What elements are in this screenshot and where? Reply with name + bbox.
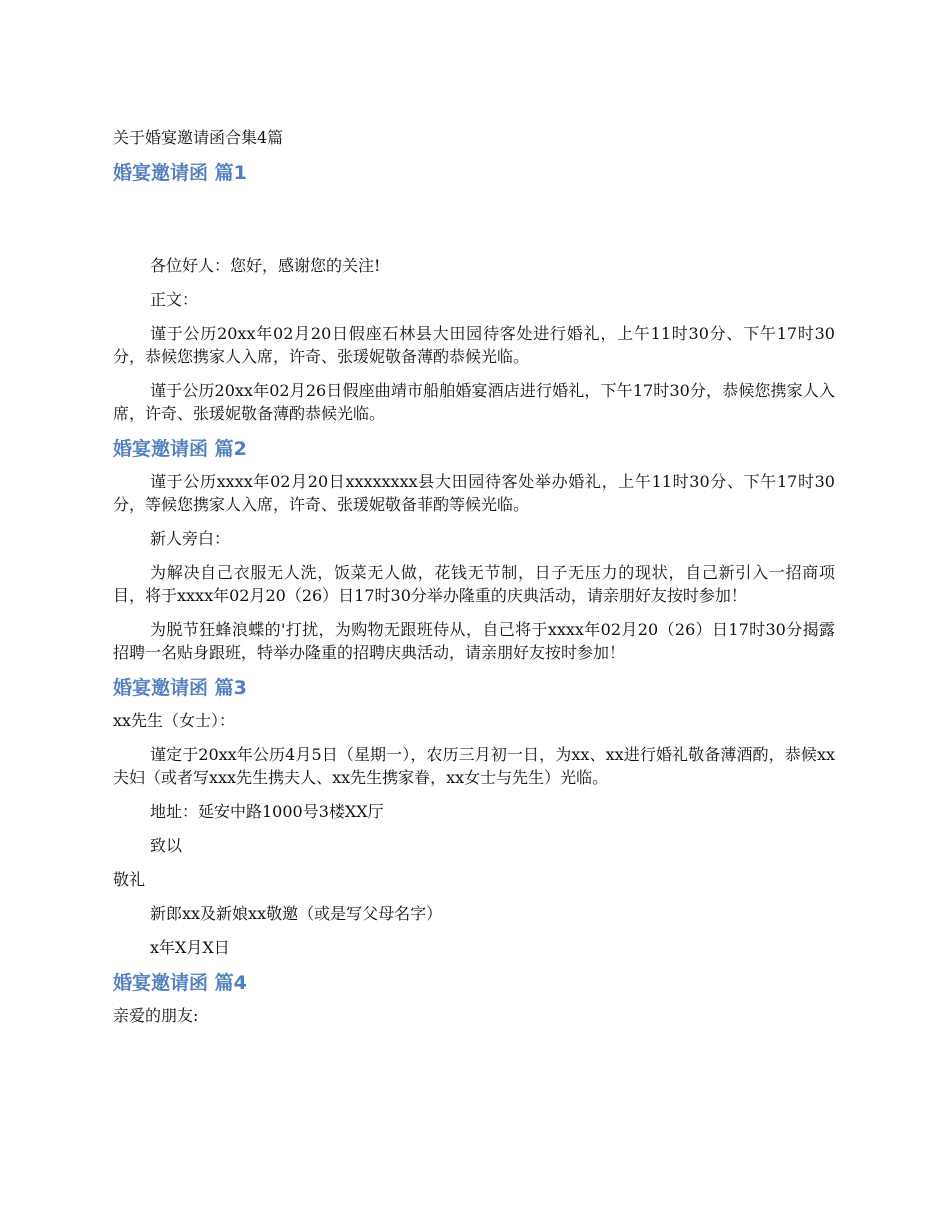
- paragraph: 谨于公历xxxx年02月20日xxxxxxxx县大田园待客处举办婚礼，上午11时30分、下午17时30分，等候您携家人入席，许奇、张瑗妮敬备菲酌等候光临。: [113, 472, 835, 514]
- document-title: 关于婚宴邀请函合集4篇: [113, 128, 284, 147]
- paragraph: 为解决自己衣服无人洗，饭菜无人做，花钱无节制，日子无压力的现状，自己新引入一招商项目，将于xxxx年02月20（26）日17时30分举办隆重的庆典活动，请亲朋好友按时参加！: [113, 563, 835, 605]
- paragraph: 正文：: [150, 290, 199, 309]
- paragraph: 新人旁白：: [150, 529, 231, 548]
- signature-line: 新郎xx及新娘xx敬邀（或是写父母名字）: [150, 904, 443, 923]
- blank-space: [113, 194, 835, 254]
- paragraph: 各位好人：您好，感谢您的关注!: [150, 256, 381, 275]
- section-heading-1: 婚宴邀请函 篇1: [113, 162, 247, 184]
- salutation: 亲爱的朋友:: [113, 1006, 199, 1025]
- document-page: [113, 126, 835, 1038]
- section-heading-3: 婚宴邀请函 篇3: [113, 677, 247, 699]
- address-line: 地址：延安中路1000号3楼XX厅: [150, 802, 384, 821]
- closing-regards: 敬礼: [113, 870, 146, 889]
- paragraph: 谨定于20xx年公历4月5日（星期一），农历三月初一日，为xx、xx进行婚礼敬备薄酒酌，恭候xx夫妇（或者写xxx先生携夫人、xx先生携家眷，xx女士与先生）光临。: [113, 745, 835, 787]
- date-line: x年X月X日: [150, 938, 230, 957]
- section-heading-4: 婚宴邀请函 篇4: [113, 972, 247, 994]
- paragraph: 为脱节狂蜂浪蝶的'打扰，为购物无跟班侍从，自己将于xxxx年02月20（26）日17时30分揭露招聘一名贴身跟班，特举办隆重的招聘庆典活动，请亲朋好友按时参加！: [113, 620, 835, 662]
- salutation: xx先生（女士）：: [113, 711, 236, 730]
- section-heading-2: 婚宴邀请函 篇2: [113, 438, 247, 460]
- paragraph: 谨于公历20xx年02月26日假座曲靖市船舶婚宴酒店进行婚礼，下午17时30分，恭候您携家人入席，许奇、张瑗妮敬备薄酌恭候光临。: [113, 381, 835, 423]
- closing-line: 致以: [150, 836, 183, 855]
- paragraph: 谨于公历20xx年02月20日假座石林县大田园待客处进行婚礼，上午11时30分、下午17时30分，恭候您携家人入席，许奇、张瑗妮敬备薄酌恭候光临。: [113, 324, 835, 366]
